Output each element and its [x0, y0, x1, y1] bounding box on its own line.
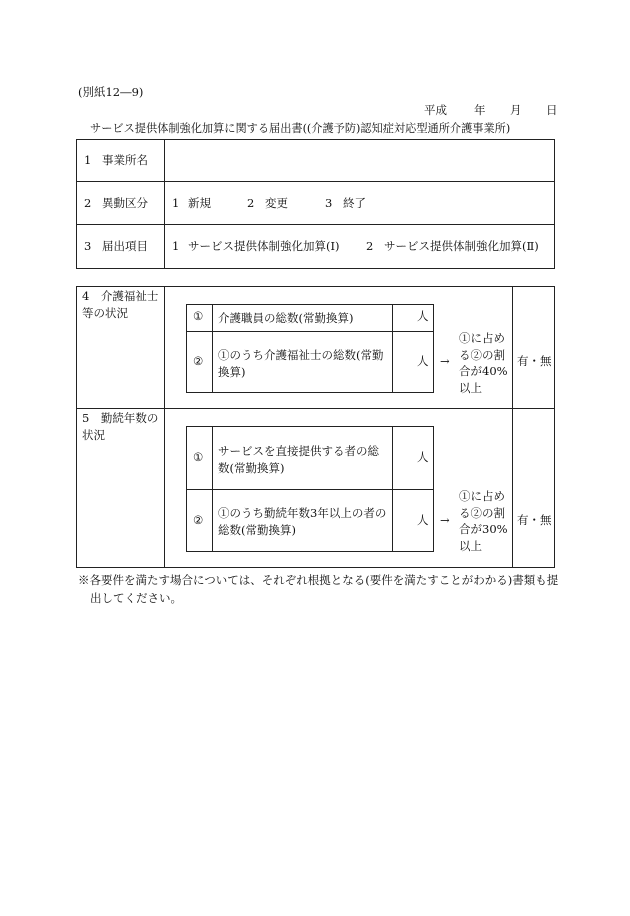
arrow-icon: → [440, 354, 450, 368]
row-text: ①のうち勤続年数3年以上の者の総数(常勤換算) [218, 506, 387, 537]
option-number: 1 [172, 196, 180, 210]
yes-no-choice: 有・無 [517, 354, 552, 368]
row-label: 異動区分 [102, 196, 148, 210]
item-number: 1 [172, 239, 180, 253]
date-day: 日 [546, 103, 558, 117]
option-number: 3 [325, 196, 333, 210]
row-mark: ① [193, 450, 204, 464]
row-mark: ② [193, 354, 204, 368]
row-mark: ① [193, 309, 204, 323]
date-year: 年 [474, 103, 486, 117]
row-number: 1 [84, 153, 92, 167]
row-text: 介護職員の総数(常勤換算) [218, 311, 354, 325]
ratio-condition: ①に占める②の割合が40%以上 [459, 331, 508, 396]
item-addition-1: サービス提供体制強化加算(Ⅰ) [188, 239, 340, 253]
form-reference: (別紙12―9) [78, 85, 144, 99]
document-title: サービス提供体制強化加算に関する届出書((介護予防)認知症対応型通所介護事業所) [90, 122, 511, 135]
row-text: ①のうち介護福祉士の総数(常勤換算) [218, 348, 384, 379]
row-number: 3 [84, 239, 92, 253]
section-label: 5 勤続年数の状況 [82, 411, 159, 442]
ratio-condition: ①に占める②の割合が30%以上 [459, 489, 508, 554]
row-text: サービスを直接提供する者の総数(常勤換算) [218, 444, 379, 475]
row-mark: ② [193, 513, 204, 527]
section-label: 4 介護福祉士等の状況 [82, 289, 159, 320]
row-unit: 人 [417, 513, 429, 527]
row-unit: 人 [417, 450, 429, 464]
item-addition-2: サービス提供体制強化加算(Ⅱ) [384, 239, 539, 253]
row-number: 2 [84, 196, 92, 210]
date-month: 月 [510, 103, 522, 117]
option-change: 変更 [265, 196, 288, 210]
row-label: 届出項目 [102, 239, 148, 253]
option-end: 終了 [343, 196, 366, 210]
date-era: 平成 [424, 103, 447, 117]
row-label: 事業所名 [102, 153, 148, 167]
footnote: ※各要件を満たす場合については、それぞれ根拠となる(要件を満たすことがわかる)書類も提出してください。 [78, 573, 559, 605]
option-new: 新規 [188, 196, 211, 210]
yes-no-choice: 有・無 [517, 513, 552, 527]
option-number: 2 [247, 196, 255, 210]
row-unit: 人 [417, 354, 429, 368]
arrow-icon: → [440, 513, 450, 527]
item-number: 2 [366, 239, 374, 253]
row-unit: 人 [417, 309, 429, 323]
